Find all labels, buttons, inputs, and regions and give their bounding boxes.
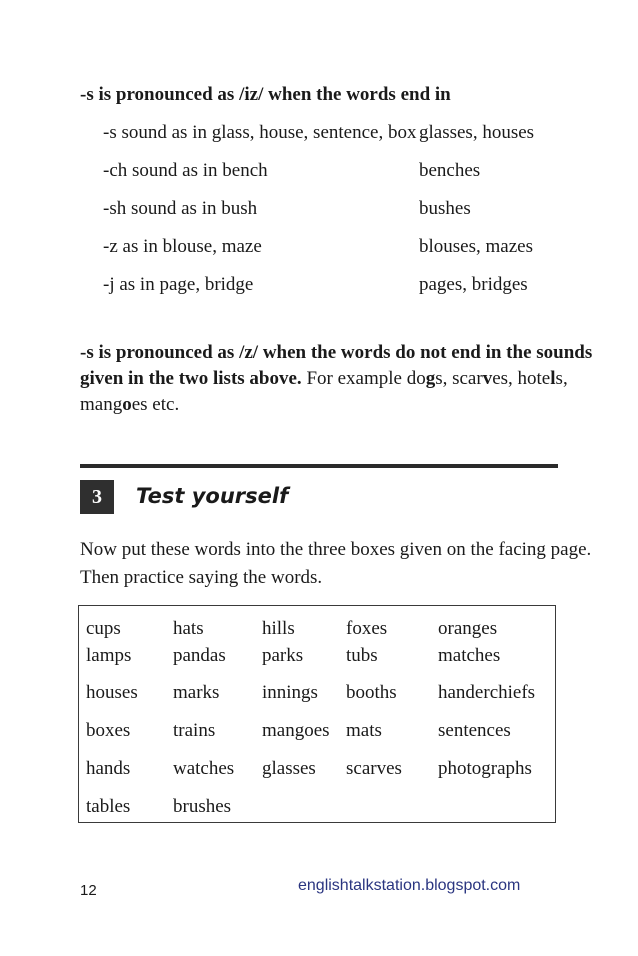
word-item: mangoes [262,720,330,741]
word-item: handerchiefs [438,682,536,703]
example-word: hotels [517,368,563,389]
pair-row [103,160,573,198]
word-item: mats [346,720,382,741]
page-number: 12 [80,882,97,899]
word-item: hills [262,618,295,639]
word-item: parks [262,645,304,666]
pair-rule: -z as in blouse, maze [103,236,262,257]
word-item: brushes [173,796,232,817]
section-title: Test yourself [136,484,289,508]
word-item: houses [86,682,138,703]
pair-plural: glasses, houses [419,122,535,143]
word-item: matches [438,645,501,666]
pair-row [103,236,573,274]
word-item: booths [346,682,397,703]
word-box [78,605,556,823]
word-item: boxes [86,720,131,741]
word-item: oranges [438,618,498,639]
pair-rule: -sh sound as in bush [103,198,258,219]
pair-plural: pages, bridges [419,274,528,295]
word-item: foxes [346,618,388,639]
word-item: pandas [173,645,226,666]
pair-rule: -ch sound as in bench [103,160,268,181]
pair-row [103,198,573,236]
pair-plural: benches [419,160,481,181]
word-item: sentences [438,720,511,741]
pair-plural: blouses, mazes [419,236,533,257]
word-item: innings [262,682,318,703]
word-item: glasses [262,758,316,779]
exercise-instructions: Now put these words into the three boxes given on the facing page. Then practice saying the words. [80,539,592,588]
word-item: lamps [86,645,132,666]
word-item: scarves [346,758,402,779]
pronunciation-pairs-list [103,122,573,312]
z-pronunciation-paragraph: -s is pronounced as /z/ when the words do not end in the sounds given in the two lists above. For example dogs, scarves, hotels, mangoes etc. [80,342,593,415]
word-item: tables [86,796,131,817]
word-item: trains [173,720,216,741]
example-word: mangoes [80,394,148,415]
pair-row [103,274,573,312]
word-item: cups [86,618,121,639]
word-item: photographs [438,758,532,779]
example-word: scarves [452,368,509,389]
word-item: tubs [346,645,378,666]
section-divider [80,464,558,468]
rule-statement: -s is pronounced as /z/ when the words do not end in the sounds given in the two lists above. [80,342,593,389]
section-heading-iz: -s is pronounced as /iz/ when the words end in [80,84,451,105]
word-item: marks [173,682,220,703]
pair-rule: -j as in page, bridge [103,274,254,295]
word-item: hands [86,758,131,779]
word-item: watches [173,758,235,779]
pair-row [103,122,573,160]
example-word: dogs [406,368,443,389]
section-number-badge: 3 [80,480,114,514]
pair-rule: -s sound as in glass, house, sentence, box [103,122,417,143]
pair-plural: bushes [419,198,471,219]
site-url-link[interactable]: englishtalkstation.blogspot.com [298,877,521,894]
word-item: hats [173,618,204,639]
